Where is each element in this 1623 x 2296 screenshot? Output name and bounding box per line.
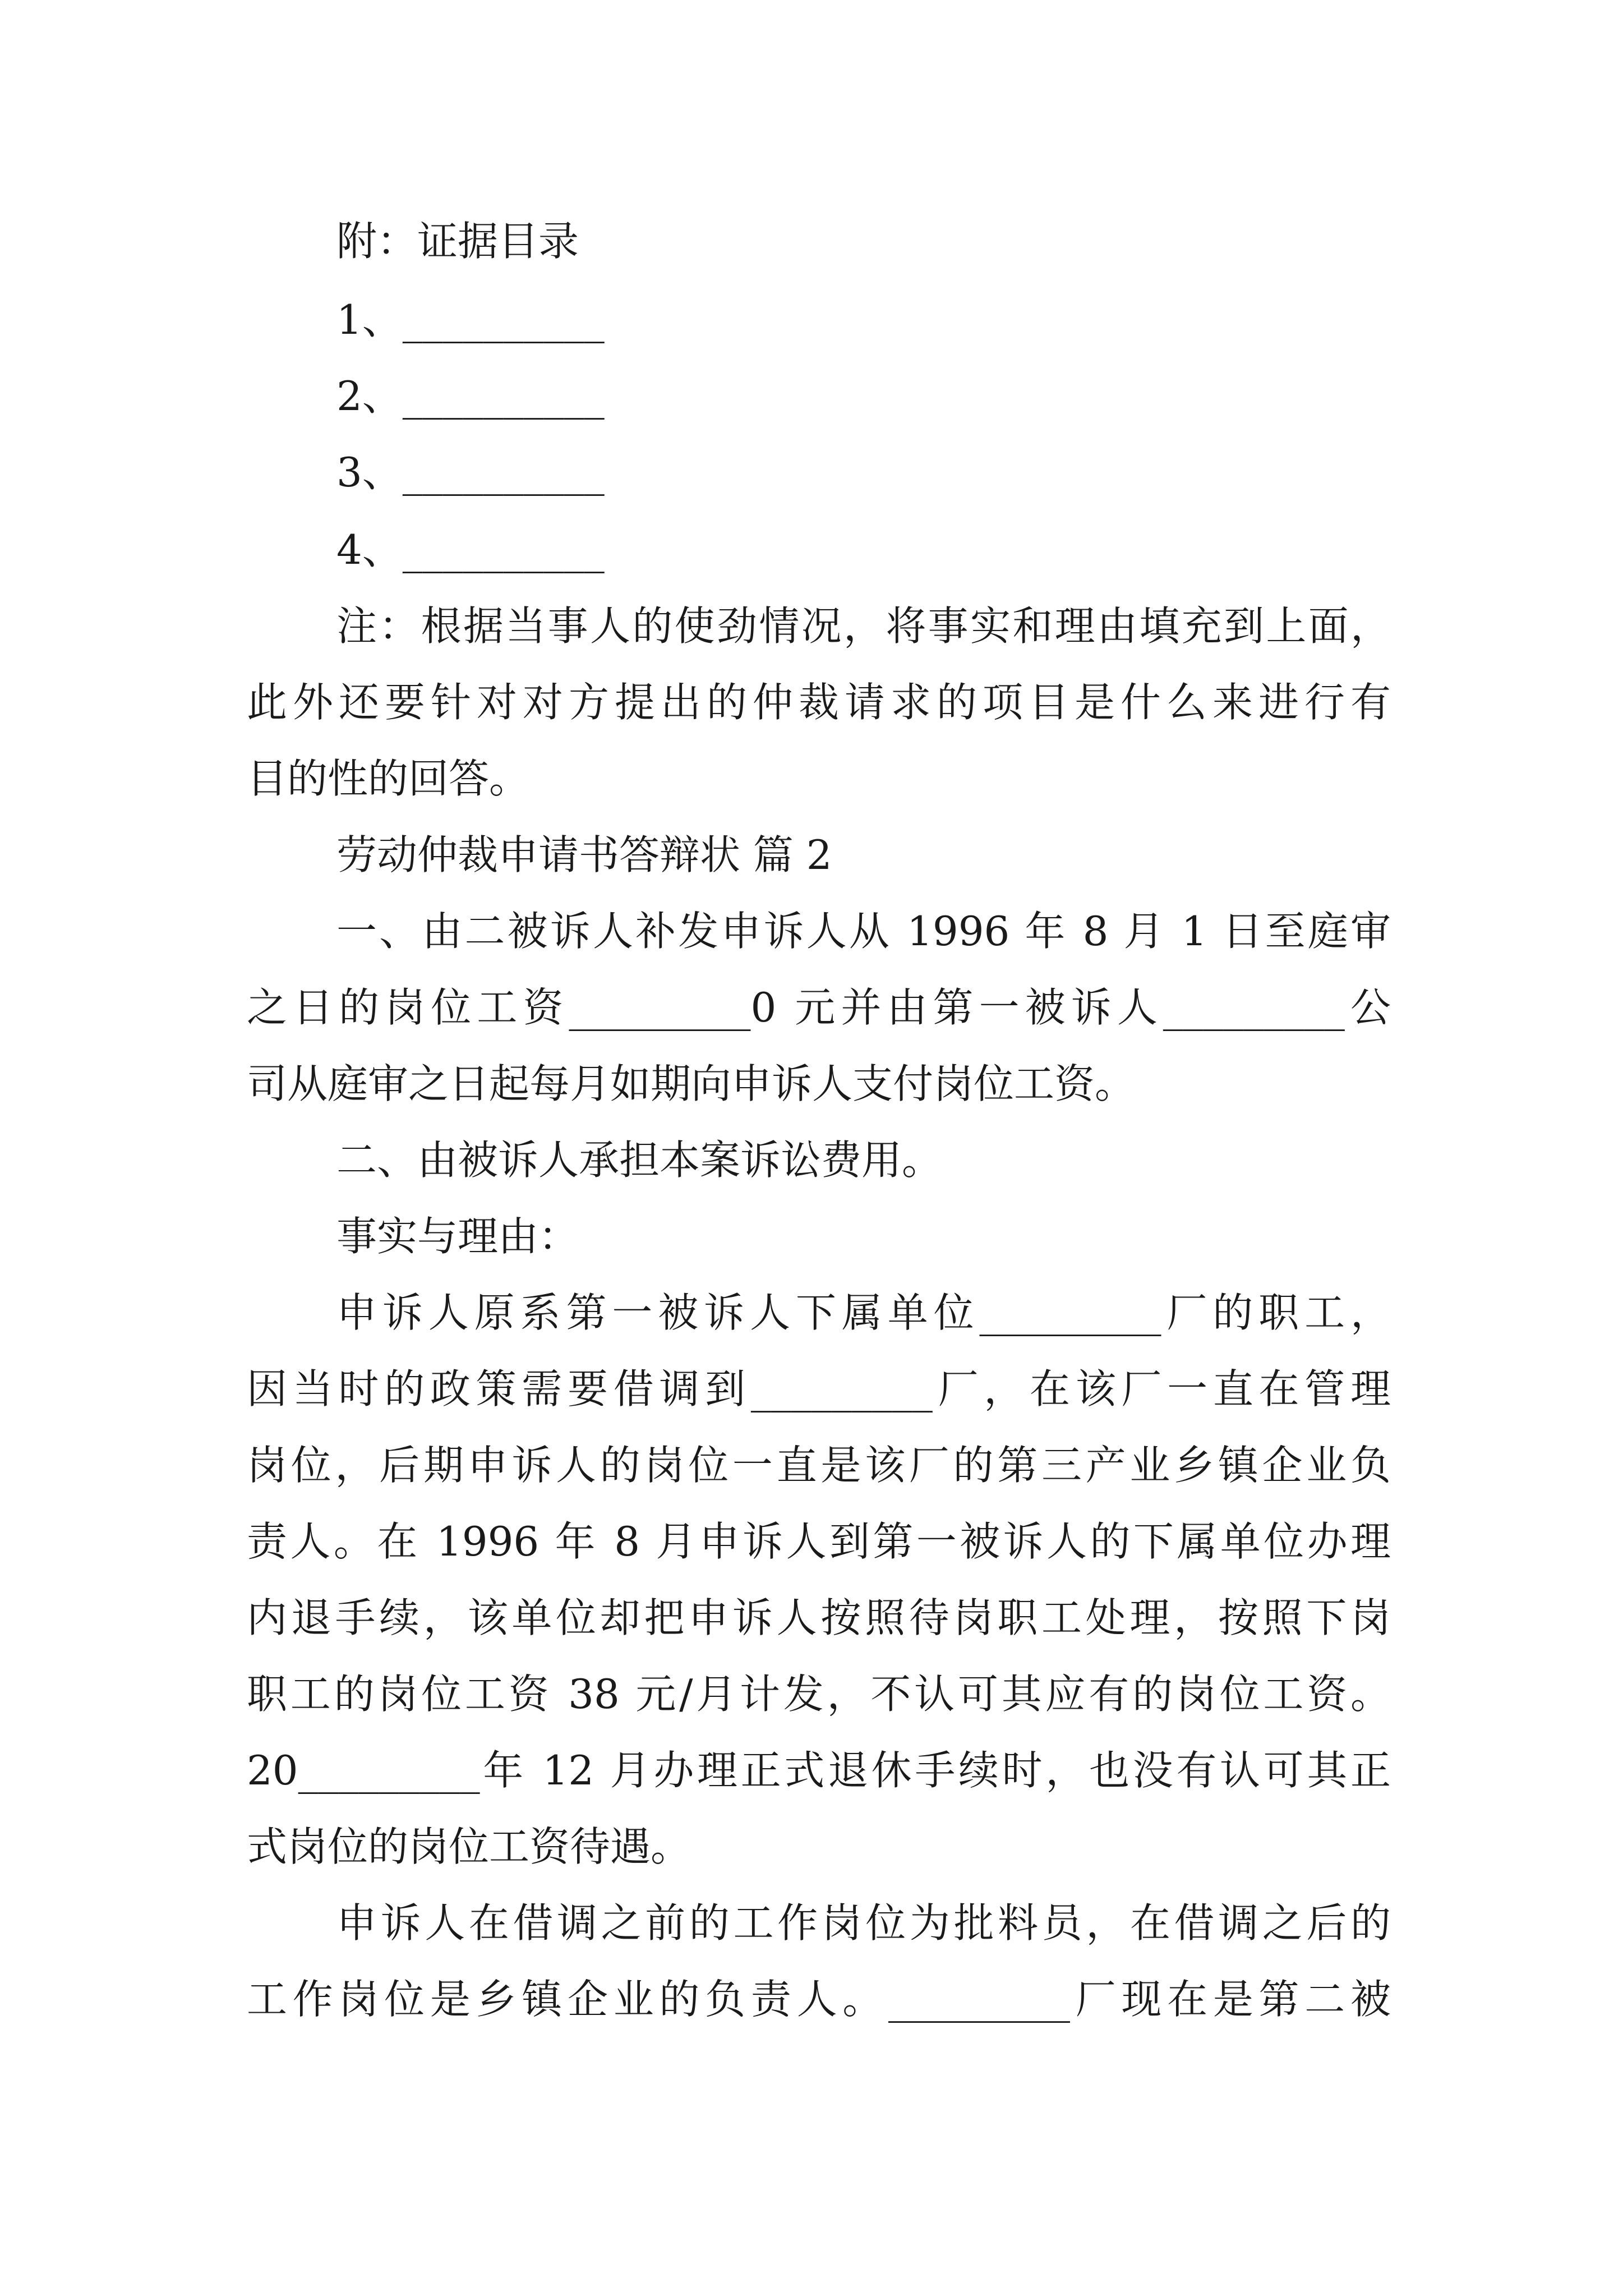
- facts-para2-line-2: 工作岗位是乡镇企业的负责人。_________厂现在是第二被: [247, 1976, 1391, 2023]
- claim1-line-1: 一、由二被诉人补发申诉人从 1996 年 8 月 1 日至庭审: [336, 908, 1391, 955]
- facts-para1-line-1: 申诉人原系第一被诉人下属单位_________厂的职工，: [336, 1289, 1391, 1336]
- appendix-item-2: 2、__________: [336, 372, 605, 420]
- facts-para1-line-2: 因当时的政策需要借调到_________厂，在该厂一直在管理: [247, 1365, 1391, 1412]
- facts-para1-line-6: 职工的岗位工资 38 元/月计发，不认可其应有的岗位工资。: [247, 1671, 1391, 1718]
- appendix-item-3: 3、__________: [336, 449, 605, 496]
- appendix-item-4: 4、__________: [336, 526, 605, 573]
- note-line-1: 注：根据当事人的使劲情况，将事实和理由填充到上面，: [336, 602, 1391, 650]
- facts-para1-line-4: 责人。在 1996 年 8 月申诉人到第一被诉人的下属单位办理: [247, 1518, 1391, 1565]
- section-title: 劳动仲裁申请书答辩状 篇 2: [336, 831, 832, 878]
- facts-para1-line-8: 式岗位的岗位工资待遇。: [247, 1823, 691, 1870]
- facts-para1-line-7: 20_________年 12 月办理正式退休手续时，也没有认可其正: [247, 1747, 1391, 1794]
- facts-para2-line-1: 申诉人在借调之前的工作岗位为批料员，在借调之后的: [336, 1899, 1391, 1947]
- claim1-line-3: 司从庭审之日起每月如期向申诉人支付岗位工资。: [247, 1060, 1136, 1107]
- appendix-title: 附：证据目录: [336, 218, 579, 265]
- appendix-item-1: 1、__________: [336, 296, 605, 343]
- note-line-2: 此外还要针对对方提出的仲裁请求的项目是什么来进行有: [247, 679, 1391, 726]
- claim2: 二、由被诉人承担本案诉讼费用。: [336, 1137, 943, 1184]
- facts-para1-line-5: 内退手续，该单位却把申诉人按照待岗职工处理，按照下岗: [247, 1594, 1391, 1641]
- claim1-line-2: 之日的岗位工资_________0 元并由第一被诉人_________公: [247, 984, 1391, 1031]
- note-line-3: 目的性的回答。: [247, 755, 530, 802]
- facts-heading: 事实与理由：: [336, 1213, 579, 1260]
- facts-para1-line-3: 岗位，后期申诉人的岗位一直是该厂的第三产业乡镇企业负: [247, 1442, 1391, 1489]
